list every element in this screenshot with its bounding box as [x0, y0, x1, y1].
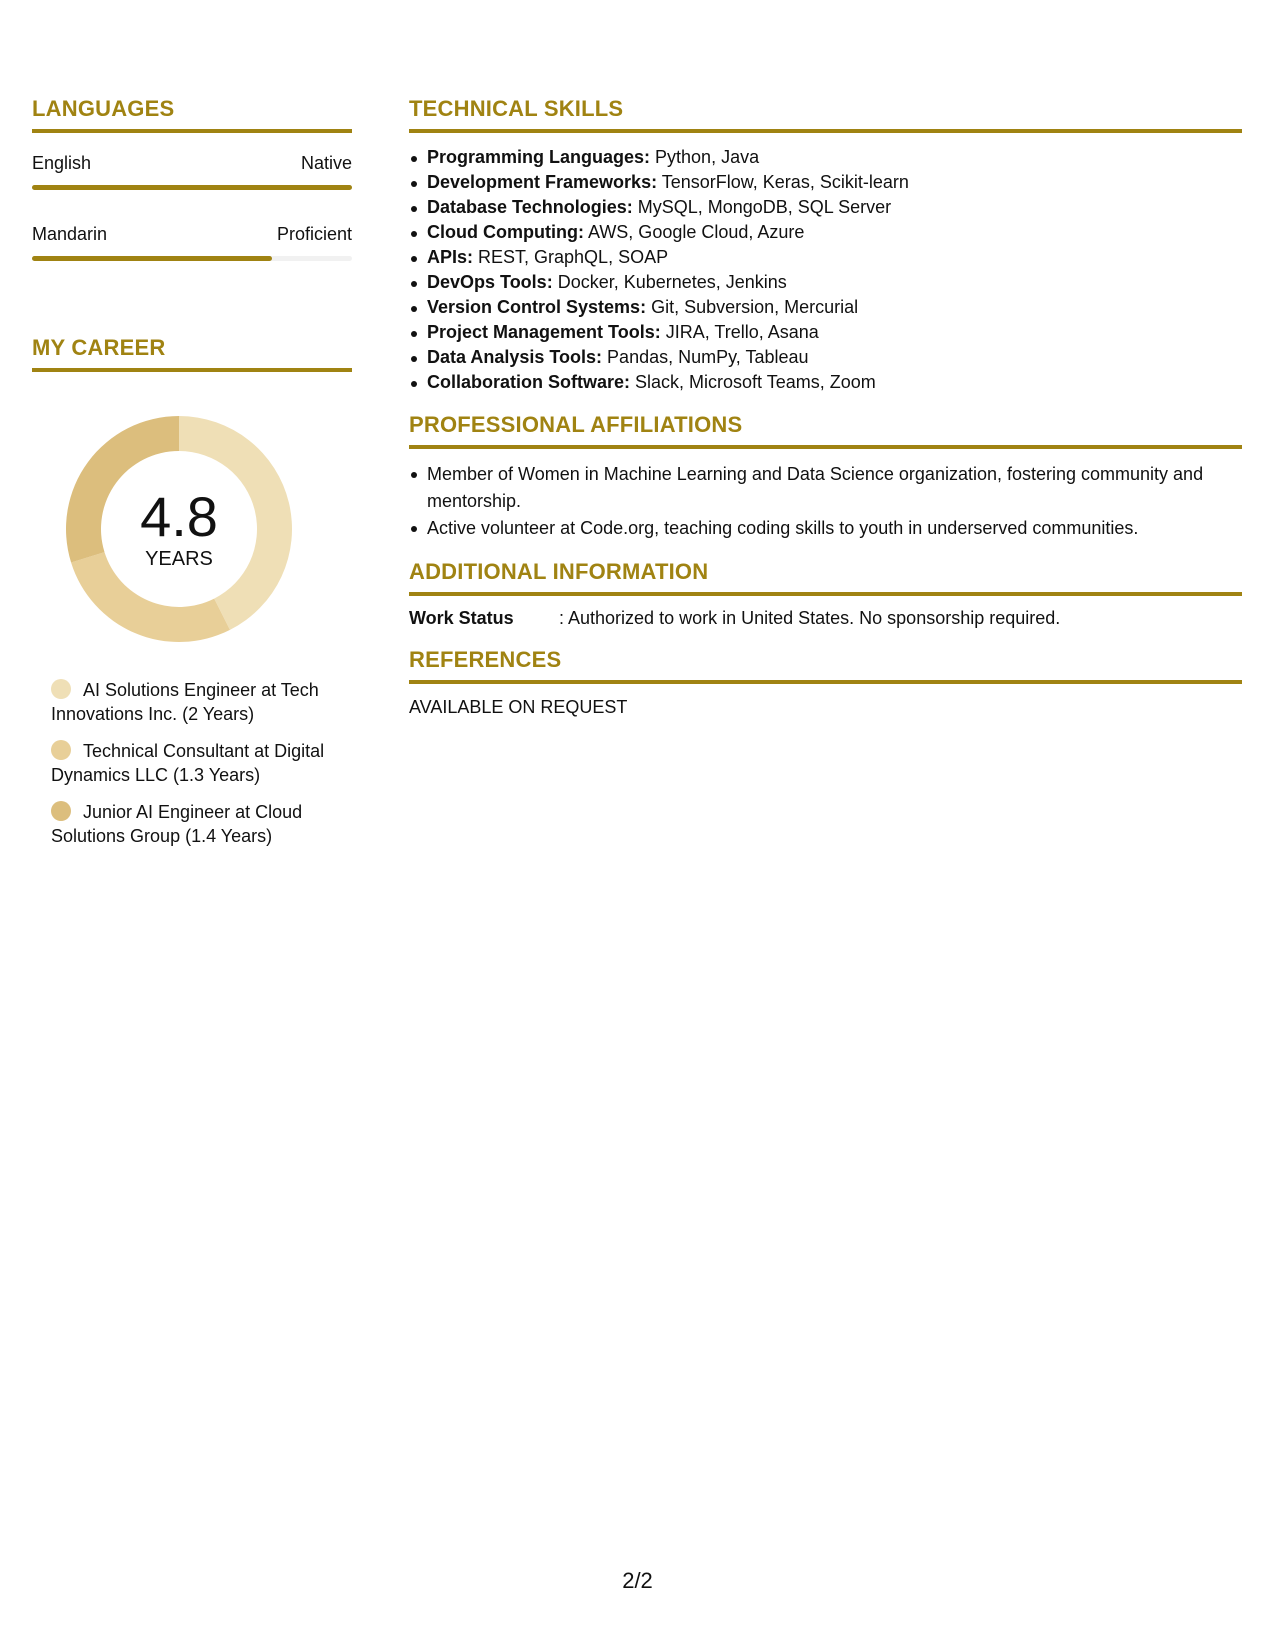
technical-skill-value: Slack, Microsoft Teams, Zoom: [630, 372, 876, 392]
page-number: 2/2: [622, 1568, 653, 1593]
affiliations-list: [409, 461, 1242, 542]
technical-skill-item: [409, 170, 1242, 195]
donut-center: [66, 416, 292, 642]
technical-skill-item: [409, 145, 1242, 170]
technical-skill-value: MySQL, MongoDB, SQL Server: [632, 197, 892, 217]
career-years-unit: YEARS: [145, 548, 213, 570]
technical-skills-section: [409, 95, 1242, 395]
technical-skill-value: Docker, Kubernetes, Jenkins: [552, 272, 787, 292]
languages-divider: [32, 129, 352, 133]
technical-skill-item: [409, 245, 1242, 270]
technical-skill-item: [409, 345, 1242, 370]
language-name: English: [32, 153, 92, 173]
technical-skill-label: Programming Languages:: [427, 147, 651, 167]
right-column: [409, 95, 1242, 719]
career-legend-label: AI Solutions Engineer at Tech Innovations Inc. (2 Years): [51, 680, 319, 724]
language-item: [32, 151, 352, 190]
legend-dot: [51, 679, 71, 699]
technical-skill-item: [409, 370, 1242, 395]
career-legend-item: [51, 678, 341, 726]
legend-dot: [51, 740, 71, 760]
technical-skill-label: Version Control Systems:: [427, 297, 647, 317]
technical-skill-item: [409, 270, 1242, 295]
technical-skill-value: Git, Subversion, Mercurial: [646, 297, 859, 317]
references-text: AVAILABLE ON REQUEST: [409, 697, 628, 717]
technical-skill-item: [409, 220, 1242, 245]
technical-skill-label: APIs:: [427, 247, 474, 267]
technical-skill-label: Cloud Computing:: [427, 222, 584, 242]
career-legend-label: Junior AI Engineer at Cloud Solutions Group (1.4 Years): [51, 802, 303, 846]
work-status-value: : Authorized to work in United States. No sponsorship required.: [559, 608, 1061, 628]
technical-skill-value: TensorFlow, Keras, Scikit-learn: [657, 172, 909, 192]
career-section: [32, 334, 352, 848]
technical-skills-divider: [409, 129, 1242, 133]
language-item: [32, 222, 352, 261]
career-legend: [32, 678, 352, 848]
references-section: [409, 646, 1242, 719]
technical-skills-list: [409, 145, 1242, 395]
technical-skill-item: [409, 320, 1242, 345]
work-status-row: [409, 606, 1242, 630]
career-total-years: 4.8: [140, 485, 218, 548]
language-bar: [32, 185, 352, 190]
technical-skill-label: DevOps Tools:: [427, 272, 553, 292]
references-title: REFERENCES: [409, 647, 562, 672]
technical-skill-item: [409, 195, 1242, 220]
career-divider: [32, 368, 352, 372]
career-donut-chart: [66, 416, 292, 642]
technical-skill-value: REST, GraphQL, SOAP: [473, 247, 669, 267]
technical-skill-value: Pandas, NumPy, Tableau: [602, 347, 809, 367]
affiliations-divider: [409, 445, 1242, 449]
technical-skill-label: Development Frameworks:: [427, 172, 658, 192]
language-bar-fill: [32, 185, 352, 190]
career-title: MY CAREER: [32, 335, 166, 360]
affiliations-section: [409, 411, 1242, 542]
work-status-label: Work Status: [409, 608, 514, 628]
language-name: Mandarin: [32, 224, 108, 244]
technical-skill-label: Database Technologies:: [427, 197, 633, 217]
technical-skill-label: Data Analysis Tools:: [427, 347, 603, 367]
technical-skill-label: Collaboration Software:: [427, 372, 631, 392]
career-legend-label: Technical Consultant at Digital Dynamics LLC (1.3 Years): [51, 741, 325, 785]
language-level: Proficient: [276, 224, 352, 244]
career-legend-item: [51, 739, 341, 787]
left-column: [32, 95, 352, 861]
language-level: Native: [300, 153, 352, 173]
technical-skill-item: [409, 295, 1242, 320]
affiliations-title: PROFESSIONAL AFFILIATIONS: [409, 412, 743, 437]
career-legend-item: [51, 800, 341, 848]
language-bar-fill: [32, 256, 272, 261]
technical-skill-value: Python, Java: [650, 147, 760, 167]
references-divider: [409, 680, 1242, 684]
additional-info-divider: [409, 592, 1242, 596]
technical-skill-value: JIRA, Trello, Asana: [660, 322, 819, 342]
technical-skill-label: Project Management Tools:: [427, 322, 661, 342]
technical-skill-value: AWS, Google Cloud, Azure: [583, 222, 805, 242]
language-bar: [32, 256, 352, 261]
languages-title: LANGUAGES: [32, 96, 175, 121]
additional-info-title: ADDITIONAL INFORMATION: [409, 559, 709, 584]
additional-info-section: [409, 558, 1242, 630]
affiliation-item: Member of Women in Machine Learning and Data Science organization, fostering community and mentorship.: [409, 461, 1242, 515]
technical-skills-title: TECHNICAL SKILLS: [409, 96, 624, 121]
affiliation-item: Active volunteer at Code.org, teaching coding skills to youth in underserved communities.: [409, 515, 1242, 542]
legend-dot: [51, 801, 71, 821]
